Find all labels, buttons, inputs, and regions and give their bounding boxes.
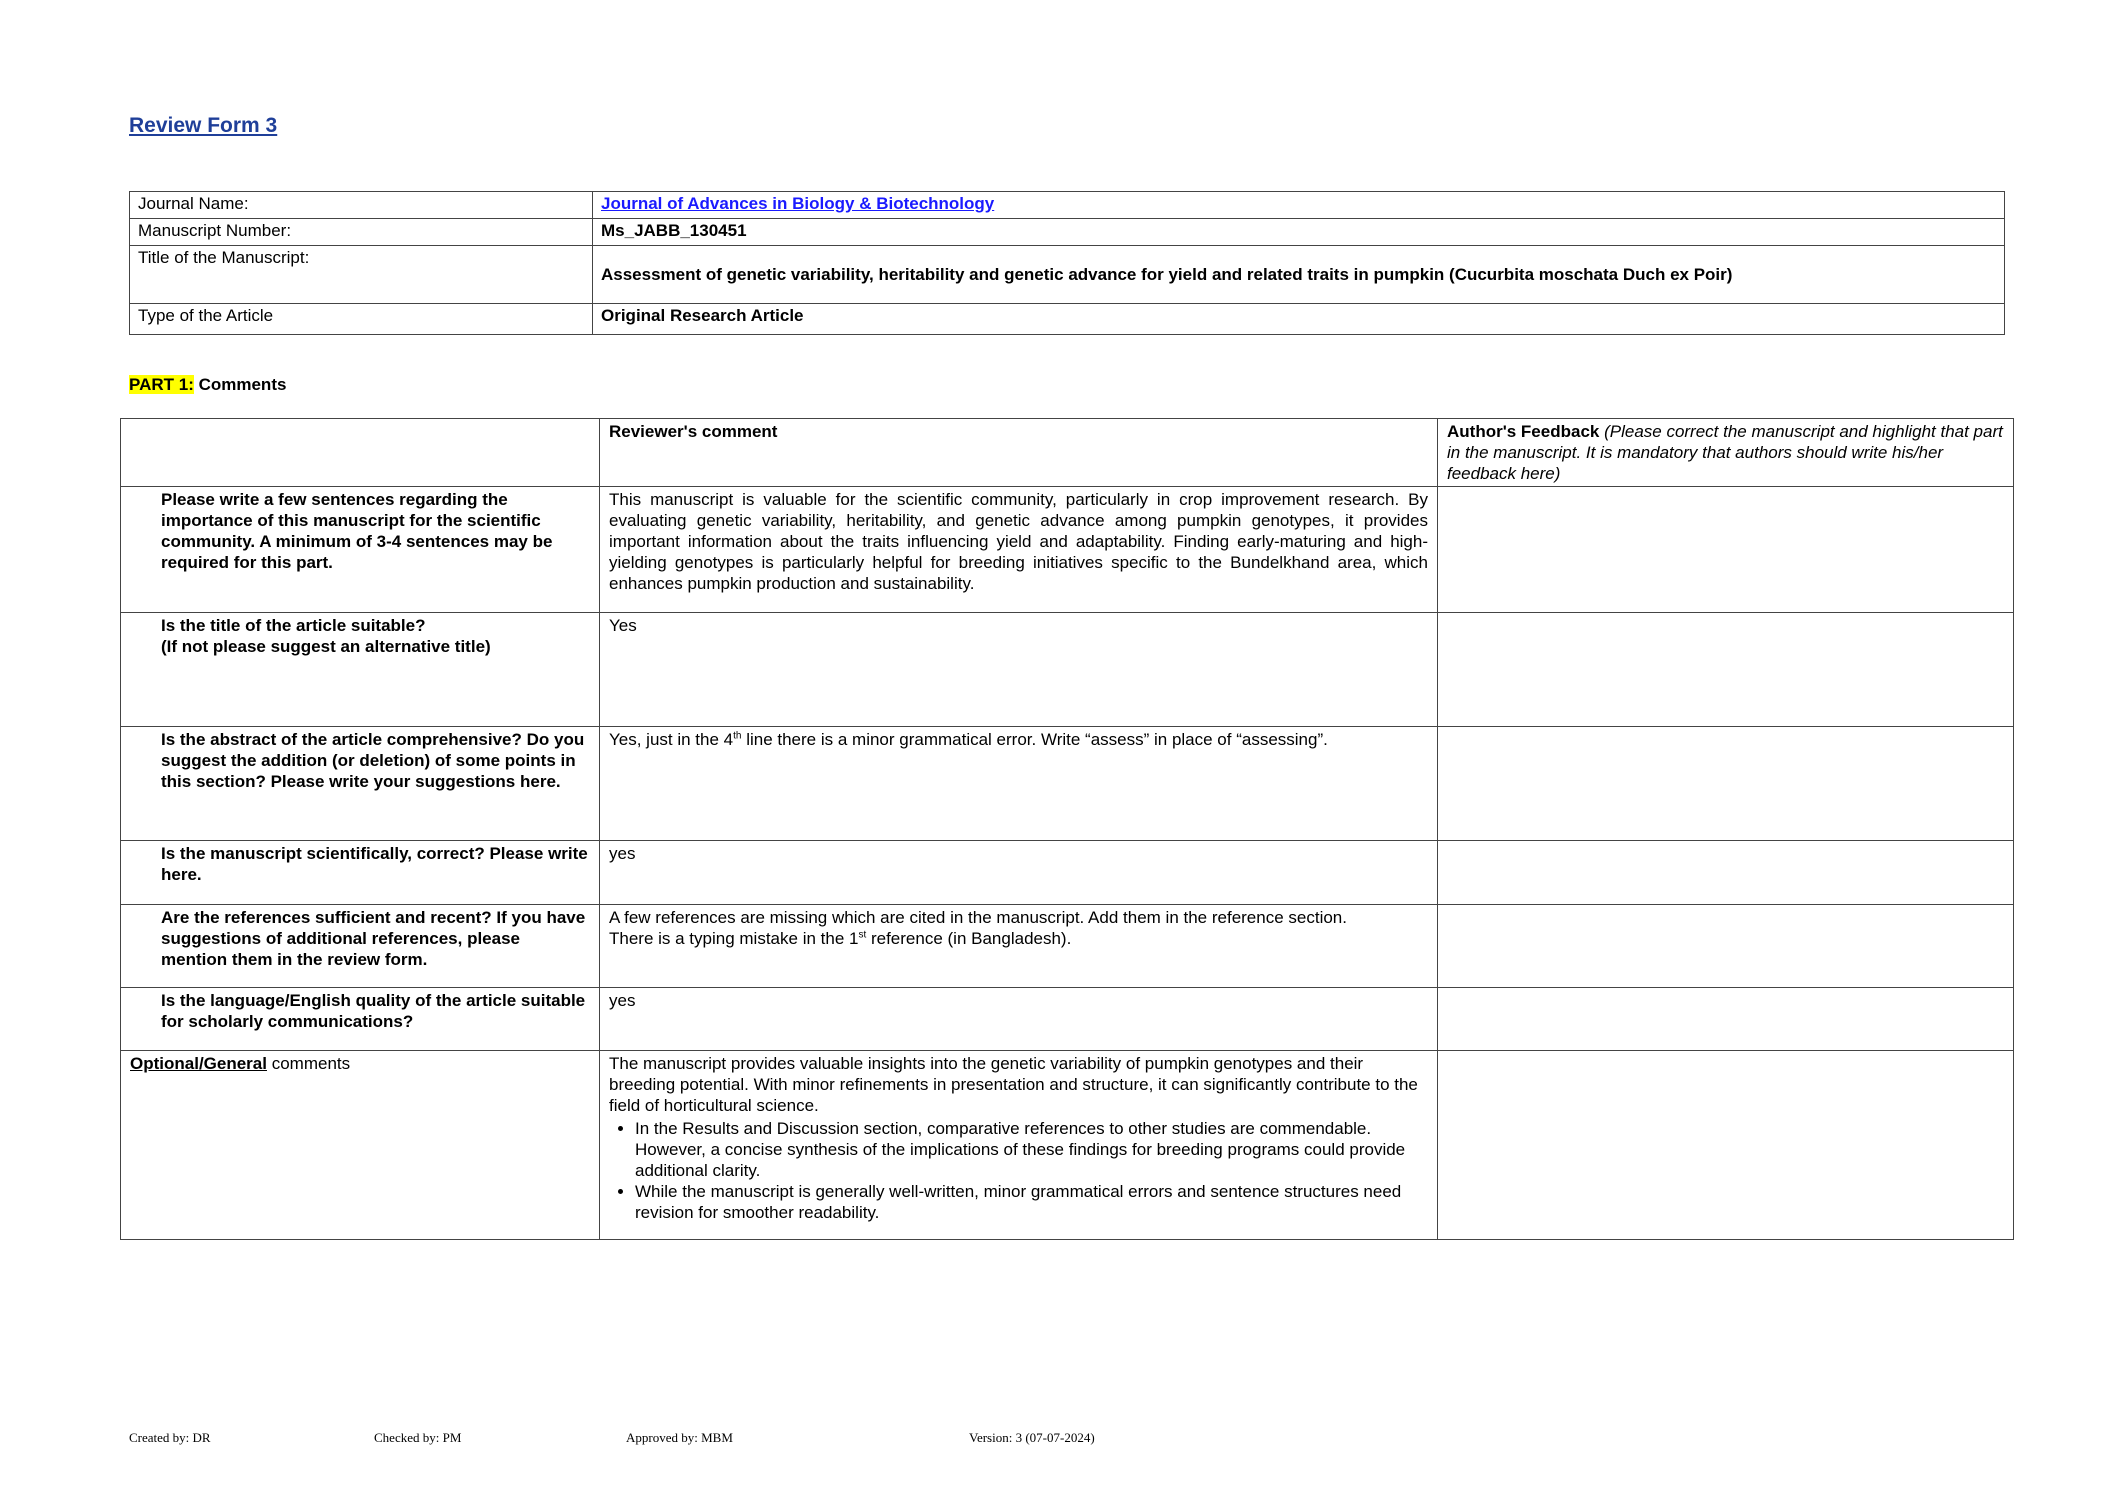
question: Is the abstract of the article comprehensive? Do you suggest the addition (or deletion) of some points in this section? Please write your suggestions here. [121, 727, 600, 841]
table-row [121, 487, 2014, 613]
question: Please write a few sentences regarding the importance of this manuscript for the scientific community. A minimum of 3-4 sentences may be required for this part. [121, 487, 600, 613]
table-row [121, 905, 2014, 988]
footer-version: Version: 3 (07-07-2024) [969, 1430, 1095, 1445]
reviewer-comment: Yes, just in the 4th line there is a minor grammatical error. Write “assess” in place of “assessing”. [600, 727, 1438, 841]
reviewer-comment: yes [600, 988, 1438, 1051]
part-label: Comments [193, 375, 287, 394]
table-header-row [121, 419, 2014, 487]
author-feedback-cell[interactable] [1438, 487, 2014, 613]
article-type-label: Type of the Article [130, 304, 593, 335]
question: Is the title of the article suitable? (If not please suggest an alternative title) [121, 613, 600, 727]
reviewer-comment: yes [600, 841, 1438, 905]
bullet-item: • In the Results and Discussion section, comparative references to other studies are commendable. However, a concise synthesis of the implications of these findings for breeding programs could provide additional clarity. [635, 1118, 1428, 1181]
manuscript-info-table [129, 191, 2005, 335]
table-row [121, 613, 2014, 727]
journal-link[interactable]: Journal of Advances in Biology & Biotechnology [601, 194, 995, 213]
manuscript-title: Assessment of genetic variability, heritability and genetic advance for yield and related traits in pumpkin (Cucurbita moschata Duch ex Poir) [593, 246, 2005, 304]
question: Are the references sufficient and recent? If you have suggestions of additional references, please mention them in the review form. [121, 905, 600, 988]
table-row [121, 727, 2014, 841]
author-feedback-cell[interactable] [1438, 727, 2014, 841]
question: Is the manuscript scientifically, correct? Please write here. [121, 841, 600, 905]
bullet-item: • While the manuscript is generally well-written, minor grammatical errors and sentence structures need revision for smoother readability. [635, 1181, 1428, 1223]
footer-created: Created by: DR [129, 1430, 211, 1445]
author-feedback-cell[interactable] [1438, 841, 2014, 905]
reviewer-comment: A few references are missing which are cited in the manuscript. Add them in the reference section. There is a typing mistake in the 1st reference (in Bangladesh). [600, 905, 1438, 988]
form-title: Review Form 3 [129, 114, 278, 137]
reviewer-comment: Yes [600, 613, 1438, 727]
optional-label: Optional/General comments [121, 1051, 600, 1240]
reviewer-comment-header: Reviewer's comment [600, 419, 1438, 487]
table-row [121, 841, 2014, 905]
manuscript-number: Ms_JABB_130451 [593, 219, 2005, 246]
optional-comment: The manuscript provides valuable insights into the genetic variability of pumpkin genotypes and their breeding potential. With minor refinements in presentation and structure, it can significantly contribute to the field of horticultural science. • In the Results and Discussion section, comparative references to other studies are commendable. However, a concise synthesis of the implications of these findings for breeding programs could provide additional clarity. • While the manuscript is generally well-written, minor grammatical errors and sentence structures need revision for smoother readability. [600, 1051, 1438, 1240]
article-type: Original Research Article [593, 304, 2005, 335]
part-1-heading [129, 375, 286, 395]
optional-comments-row [121, 1051, 2014, 1240]
author-feedback-cell[interactable] [1438, 905, 2014, 988]
footer-approved: Approved by: MBM [626, 1430, 733, 1445]
footer-checked: Checked by: PM [374, 1430, 462, 1445]
author-feedback-cell[interactable] [1438, 613, 2014, 727]
author-feedback-cell[interactable] [1438, 1051, 2014, 1240]
author-feedback-header: Author's Feedback (Please correct the manuscript and highlight that part in the manuscript. It is mandatory that authors should write his/her feedback here) [1438, 419, 2014, 487]
reviewer-comment: This manuscript is valuable for the scientific community, particularly in crop improvement research. By evaluating genetic variability, heritability, and genetic advance among pumpkin genotypes, it provides important information about the traits influencing yield and adaptability. Finding early-maturing and high-yielding genotypes is particularly helpful for breeding initiatives specific to the Bundelkhand area, which enhances pumpkin production and sustainability. [600, 487, 1438, 613]
manuscript-title-label: Title of the Manuscript: [130, 246, 593, 304]
manuscript-number-label: Manuscript Number: [130, 219, 593, 246]
part-highlight: PART 1: [129, 375, 194, 394]
question: Is the language/English quality of the article suitable for scholarly communications? [121, 988, 600, 1051]
comments-table [120, 418, 2014, 1240]
table-row [121, 988, 2014, 1051]
journal-label: Journal Name: [130, 192, 593, 219]
author-feedback-cell[interactable] [1438, 988, 2014, 1051]
